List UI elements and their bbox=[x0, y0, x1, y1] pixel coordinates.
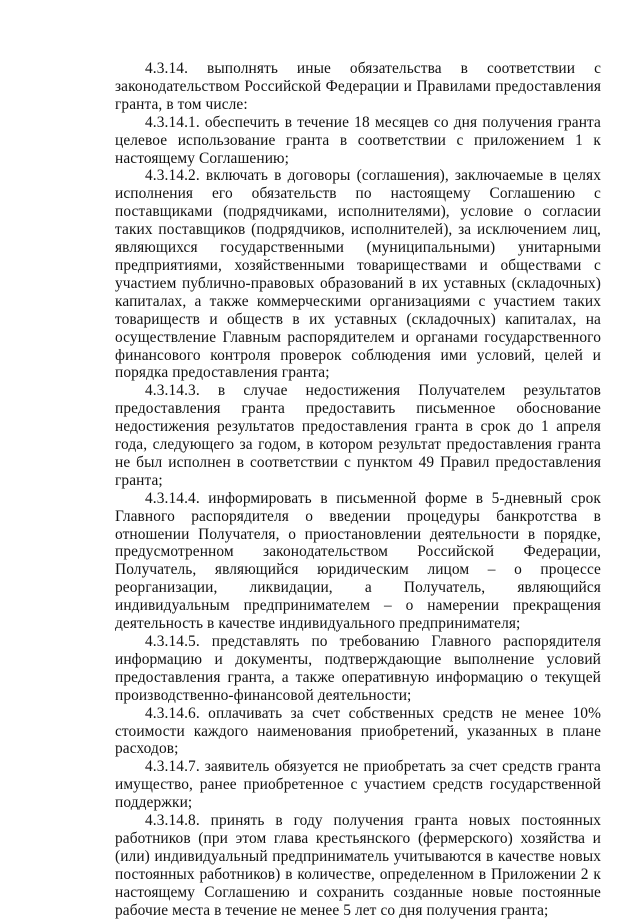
paragraph-4-3-14-4: 4.3.14.4. информировать в письменной форме в 5-дневный срок Главного распорядителя о введении процедуры банкротства в отношении Получателя, о приостановлении деятельности в порядке, предусмотренном законодательством Российской Федерации, Получатель, являющийся юридическим лицом – о процессе реорганизации, ликвидации, а Получатель, являющийся индивидуальным предпринимателем – о намерении прекращения деятельность в качестве индивидуального предпринимателя; bbox=[115, 489, 601, 633]
paragraph-4-3-14: 4.3.14. выполнять иные обязательства в соответствии с законодательством Российской Федерации и Правилами предоставления гранта, в том числе: bbox=[115, 60, 601, 113]
paragraph-4-3-14-1: 4.3.14.1. обеспечить в течение 18 месяцев со дня получения гранта целевое использование гранта в соответствии с приложением 1 к настоящему Соглашению; bbox=[115, 113, 601, 167]
paragraph-4-3-14-6: 4.3.14.6. оплачивать за счет собственных средств не менее 10% стоимости каждого наименования приобретений, указанных в плане расходов; bbox=[115, 704, 601, 758]
paragraph-4-3-14-2: 4.3.14.2. включать в договоры (соглашения), заключаемые в целях исполнения его обязательств по настоящему Соглашению с поставщиками (подрядчиками, исполнителями), условие о согласии таких поставщиков (подрядчиков, исполнителей), за исключением лиц, являющихся государственными (муниципальными) унитарными предприятиями, хозяйственными товариществами и обществами с участием публично-правовых образований в их уставных (складочных) капиталах, а также коммерческими организациями с участием таких товариществ и обществ в их уставных (складочных) капиталах, на осуществление Главным распорядителем и органами государственного финансового контроля проверок соблюдения ими условий, целей и порядка предоставления гранта; bbox=[115, 167, 601, 382]
document-body bbox=[115, 60, 601, 920]
paragraph-4-3-14-3: 4.3.14.3. в случае недостижения Получателем результатов предоставления гранта предоставить письменное обоснование недостижения результатов предоставления гранта в срок до 1 апреля года, следующего за годом, в котором результат предоставления гранта не был исполнен в соответствии с пунктом 49 Правил предоставления гранта; bbox=[115, 382, 601, 489]
paragraph-4-3-14-7: 4.3.14.7. заявитель обязуется не приобретать за счет средств гранта имущество, ранее приобретенное с участием средств государственной поддержки; bbox=[115, 758, 601, 812]
paragraph-4-3-14-8: 4.3.14.8. принять в году получения гранта новых постоянных работников (при этом глава крестьянского (фермерского) хозяйства и (или) индивидуальный предприниматель учитываются в качестве новых постоянных работников) в количестве, определенном в Приложении 2 к настоящему Соглашению и сохранить созданные новые постоянные рабочие места в течение не менее 5 лет со дня получения гранта; bbox=[115, 812, 601, 919]
paragraph-4-3-14-5: 4.3.14.5. представлять по требованию Главного распорядителя информацию и документы, подтверждающие выполнение условий предоставления гранта, а также оперативную информацию о текущей производственно-финансовой деятельности; bbox=[115, 633, 601, 704]
